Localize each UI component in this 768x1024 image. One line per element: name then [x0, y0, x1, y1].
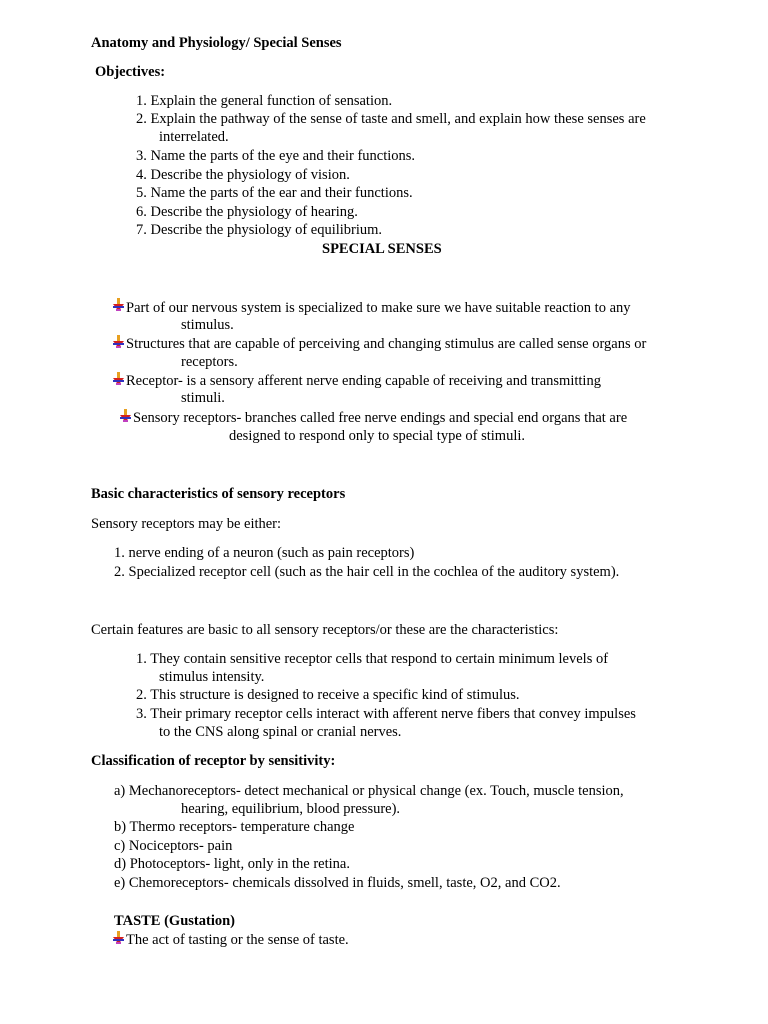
bullet-text-continuation: designed to respond only to special type of stimuli.	[229, 428, 525, 444]
arrow-bullet-icon	[113, 335, 124, 349]
feature-item-continuation: stimulus intensity.	[159, 669, 265, 685]
objective-item: 6. Describe the physiology of hearing.	[136, 204, 358, 220]
objective-item: 2. Explain the pathway of the sense of taste and smell, and explain how these senses are	[136, 111, 646, 127]
bullet-text-continuation: stimuli.	[181, 390, 225, 406]
objective-item: 4. Describe the physiology of vision.	[136, 167, 350, 183]
receptor-type-item: 1. nerve ending of a neuron (such as pain receptors)	[114, 545, 415, 561]
classification-item: c) Nociceptors- pain	[114, 838, 233, 854]
bullet-text: Part of our nervous system is specialized to make sure we have suitable reaction to any	[126, 300, 631, 316]
arrow-bullet-icon	[113, 298, 124, 312]
feature-item: 1. They contain sensitive receptor cells that respond to certain minimum levels of	[136, 651, 609, 667]
arrow-bullet-icon	[113, 931, 124, 945]
objective-item: 1. Explain the general function of sensation.	[136, 93, 393, 109]
objective-item: 5. Name the parts of the ear and their functions.	[136, 185, 413, 201]
receptor-type-item: 2. Specialized receptor cell (such as the hair cell in the cochlea of the auditory system).	[114, 564, 620, 580]
objective-item: 3. Name the parts of the eye and their functions.	[136, 148, 416, 164]
receptors-intro: Sensory receptors may be either:	[91, 516, 282, 532]
basic-characteristics-heading: Basic characteristics of sensory receptors	[91, 486, 346, 502]
feature-item: 3. Their primary receptor cells interact with afferent nerve fibers that convey impulses	[136, 706, 636, 722]
classification-item: d) Photoceptors- light, only in the retina.	[114, 856, 350, 872]
classification-item: b) Thermo receptors- temperature change	[114, 819, 355, 835]
arrow-bullet-icon	[113, 372, 124, 386]
feature-item: 2. This structure is designed to receive a specific kind of stimulus.	[136, 687, 520, 703]
bullet-text-continuation: stimulus.	[181, 317, 234, 333]
objectives-heading: Objectives:	[95, 64, 166, 80]
classification-item-continuation: hearing, equilibrium, blood pressure).	[181, 801, 401, 817]
arrow-bullet-icon	[120, 409, 131, 423]
special-senses-heading: SPECIAL SENSES	[322, 241, 442, 257]
classification-heading: Classification of receptor by sensitivity:	[91, 753, 336, 769]
bullet-text: The act of tasting or the sense of taste.	[126, 932, 349, 948]
objective-item: 7. Describe the physiology of equilibrium.	[136, 222, 383, 238]
bullet-text: Receptor- is a sensory afferent nerve ending capable of receiving and transmitting	[126, 373, 601, 389]
bullet-text: Structures that are capable of perceiving and changing stimulus are called sense organs or	[126, 336, 647, 352]
classification-item: e) Chemoreceptors- chemicals dissolved in fluids, smell, taste, O2, and CO2.	[114, 875, 561, 891]
classification-item: a) Mechanoreceptors- detect mechanical or physical change (ex. Touch, muscle tension,	[114, 783, 624, 799]
features-intro: Certain features are basic to all sensory receptors/or these are the characteristics:	[91, 622, 559, 638]
document-title: Anatomy and Physiology/ Special Senses	[91, 35, 342, 51]
feature-item-continuation: to the CNS along spinal or cranial nerves.	[159, 724, 402, 740]
taste-heading: TASTE (Gustation)	[114, 913, 235, 929]
bullet-text-continuation: receptors.	[181, 354, 238, 370]
bullet-text: Sensory receptors- branches called free nerve endings and special end organs that are	[133, 410, 628, 426]
objective-item-continuation: interrelated.	[159, 129, 229, 145]
